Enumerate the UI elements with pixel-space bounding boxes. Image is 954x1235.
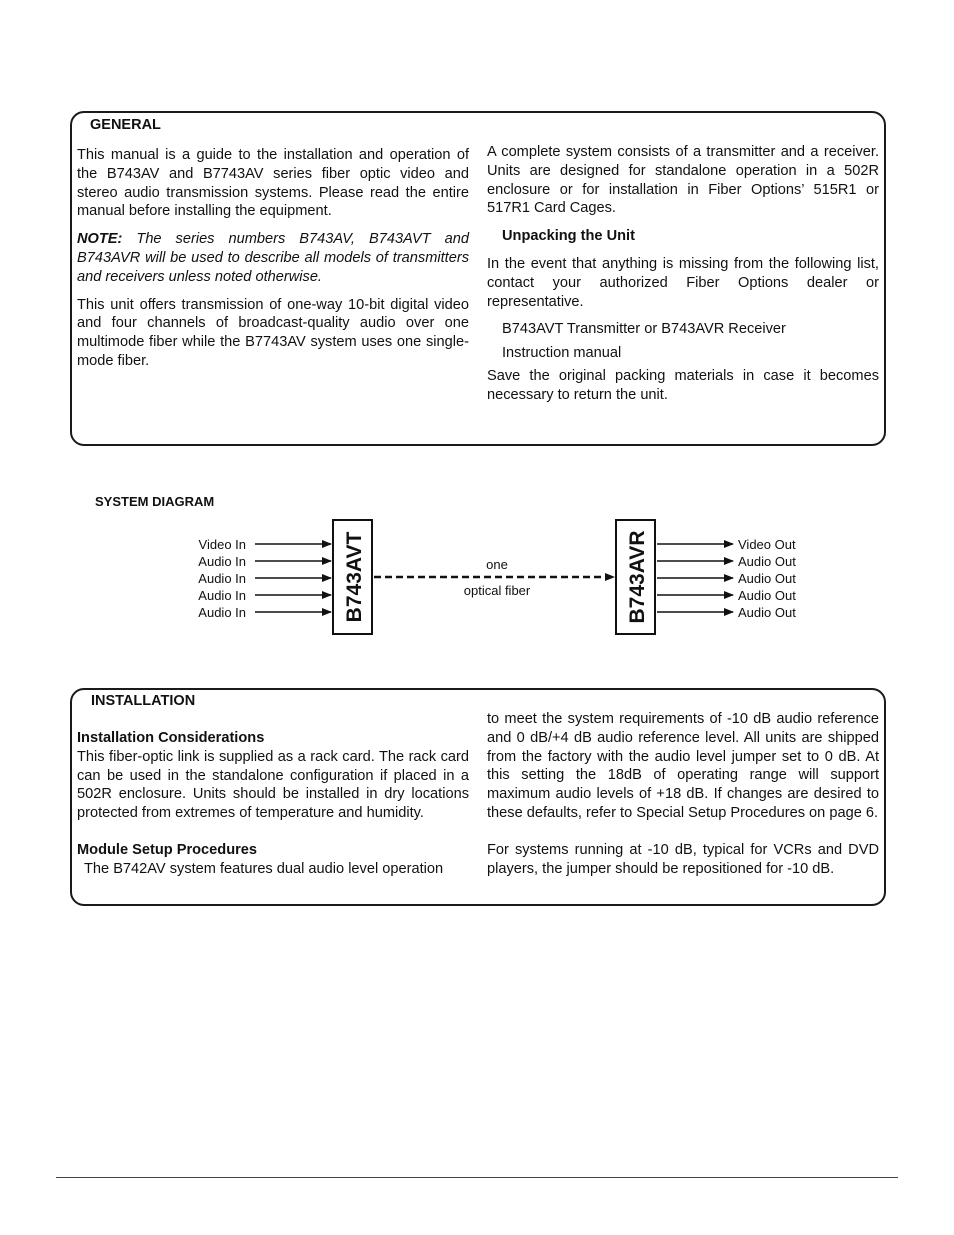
system-diagram bbox=[180, 512, 820, 642]
unpacking-paragraph: In the event that anything is missing from the following list, contact your authorized Fiber Options dealer or representative. bbox=[487, 255, 879, 310]
general-transmission-paragraph: This unit offers transmission of one-way 10-bit digital video and four channels of broadcast-quality audio over one multimode fiber while the B7743AV system uses one single-mode fiber. bbox=[77, 296, 469, 369]
installation-right-column bbox=[487, 710, 879, 878]
general-system-paragraph: A complete system consists of a transmitter and a receiver. Units are designed for standalone operation in a 502R enclosure or for installation in Fiber Options’ 515R1 or 517R1 Card Cages. bbox=[487, 144, 879, 217]
fiber-label-top: one bbox=[486, 557, 508, 572]
input-label: Audio In bbox=[198, 588, 246, 603]
packing-materials-paragraph: Save the original packing materials in case it becomes necessary to return the unit. bbox=[487, 367, 879, 403]
general-left-column bbox=[77, 146, 469, 371]
note-text: The series numbers B743AV, B743AVT and B743AVR will be used to describe all models of transmitters and receivers unless noted otherwise. bbox=[77, 231, 469, 285]
general-title: GENERAL bbox=[90, 117, 161, 133]
unpacking-item-manual: Instruction manual bbox=[502, 345, 622, 362]
fiber-label-bottom: optical fiber bbox=[463, 583, 531, 598]
installation-title: INSTALLATION bbox=[91, 693, 196, 709]
unpacking-heading: Unpacking the Unit bbox=[502, 228, 635, 245]
installation-considerations-heading: Installation Considerations bbox=[77, 730, 265, 746]
input-label: Audio In bbox=[198, 605, 246, 620]
transmitter-label: B743AVT bbox=[343, 531, 366, 623]
module-setup-heading: Module Setup Procedures bbox=[77, 841, 258, 858]
system-diagram-title: SYSTEM DIAGRAM bbox=[95, 494, 215, 509]
output-label: Video Out bbox=[738, 537, 796, 552]
note-label: NOTE: bbox=[77, 231, 123, 248]
installation-left-column bbox=[77, 729, 469, 879]
output-label: Audio Out bbox=[738, 588, 796, 603]
receiver-label: B743AVR bbox=[626, 530, 649, 624]
audio-level-paragraph: to meet the system requirements of -10 dB audio reference and 0 dB/+4 dB audio reference level. All units are shipped from the factory with the audio level jumper set to 0 dB. At this setting the 18dB of operating range will support maximum audio levels of +18 dB. If changes are desired to these defaults, refer to Special Setup Procedures on page 6. bbox=[487, 711, 879, 821]
unpacking-item-transmitter: B743AVT Transmitter or B743AVR Receiver bbox=[502, 321, 786, 338]
general-intro-paragraph: This manual is a guide to the installation and operation of the B743AV and B7743AV series fiber optic video and stereo audio transmission systems. Please read the entire manual before installing the equipment. bbox=[77, 147, 469, 220]
general-note-paragraph bbox=[77, 230, 469, 286]
output-label: Audio Out bbox=[738, 571, 796, 586]
installation-considerations-paragraph: This fiber-optic link is supplied as a rack card. The rack card can be used in the standalone configuration if placed in a 502R enclosure. Units should be installed in dry locations protected from extremes of temperature and humidity. bbox=[77, 748, 469, 822]
input-label: Video In bbox=[198, 537, 246, 552]
input-label: Audio In bbox=[198, 571, 246, 586]
module-setup-paragraph: The B742AV system features dual audio level operation bbox=[84, 860, 444, 877]
minus-10-db-paragraph: For systems running at -10 dB, typical for VCRs and DVD players, the jumper should be repositioned for -10 dB. bbox=[487, 841, 879, 877]
output-label: Audio Out bbox=[738, 554, 796, 569]
footer-rule bbox=[56, 1177, 898, 1178]
input-label: Audio In bbox=[198, 554, 246, 569]
general-right-column bbox=[487, 143, 879, 405]
output-label: Audio Out bbox=[738, 605, 796, 620]
